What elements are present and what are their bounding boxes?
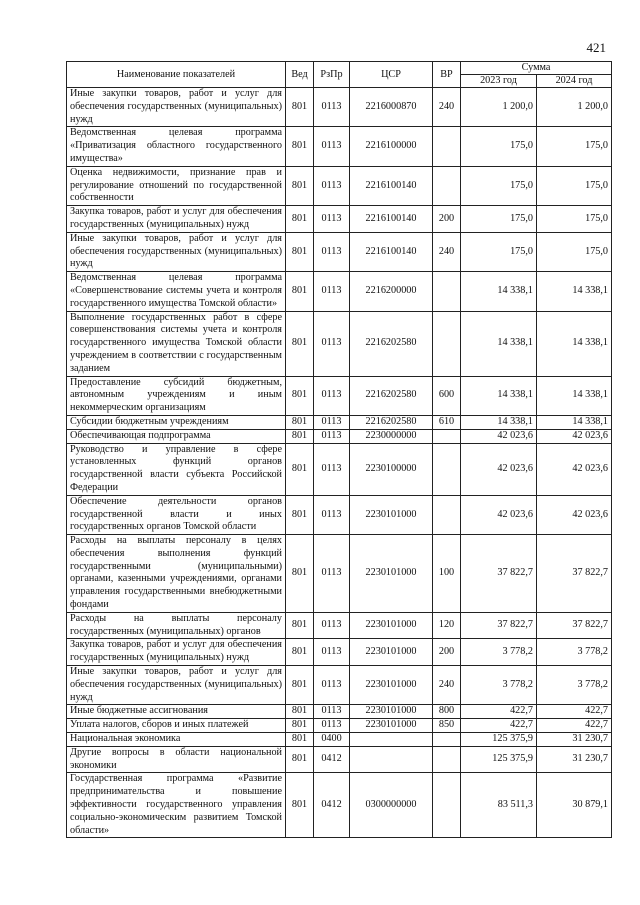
cell-vr: 200 — [433, 206, 461, 233]
cell-y2023: 422,7 — [461, 705, 537, 719]
cell-rzpr: 0113 — [314, 495, 350, 534]
cell-name: Расходы на выплаты персоналу государственных (муниципальных) органов — [67, 612, 286, 639]
table-row — [67, 232, 612, 271]
cell-y2024: 3 778,2 — [537, 666, 612, 705]
cell-y2024: 175,0 — [537, 206, 612, 233]
cell-ved: 801 — [286, 719, 314, 733]
cell-y2023: 42 023,6 — [461, 429, 537, 443]
table-row — [67, 535, 612, 613]
cell-csr: 2230100000 — [350, 443, 433, 495]
cell-ved: 801 — [286, 206, 314, 233]
cell-ved: 801 — [286, 495, 314, 534]
cell-vr: 800 — [433, 705, 461, 719]
cell-name: Иные закупки товаров, работ и услуг для обеспечения государственных (муниципальных) нужд — [67, 666, 286, 705]
table-row — [67, 443, 612, 495]
table-row — [67, 495, 612, 534]
cell-y2024: 3 778,2 — [537, 639, 612, 666]
cell-rzpr: 0400 — [314, 733, 350, 747]
cell-csr: 2230101000 — [350, 666, 433, 705]
cell-csr — [350, 733, 433, 747]
cell-ved: 801 — [286, 443, 314, 495]
cell-rzpr: 0113 — [314, 705, 350, 719]
cell-y2023: 14 338,1 — [461, 376, 537, 415]
table-row — [67, 88, 612, 127]
cell-name: Расходы на выплаты персоналу в целях обеспечения выполнения функций государственными (муниципальными) органами, казенными учреждениями, органами управления государственными внебюджетными фондами — [67, 535, 286, 613]
cell-csr: 2216202580 — [350, 311, 433, 376]
cell-y2024: 30 879,1 — [537, 773, 612, 838]
cell-name: Обеспечивающая подпрограмма — [67, 429, 286, 443]
cell-y2023: 37 822,7 — [461, 535, 537, 613]
cell-rzpr: 0113 — [314, 272, 350, 311]
cell-csr: 0300000000 — [350, 773, 433, 838]
cell-vr: 100 — [433, 535, 461, 613]
budget-table — [66, 61, 612, 838]
header-rzpr: РзПр — [314, 62, 350, 88]
cell-name: Другие вопросы в области национальной экономики — [67, 746, 286, 773]
cell-vr — [433, 495, 461, 534]
cell-name: Субсидии бюджетным учреждениям — [67, 415, 286, 429]
cell-name: Закупка товаров, работ и услуг для обеспечения государственных (муниципальных) нужд — [67, 639, 286, 666]
cell-vr — [433, 733, 461, 747]
cell-ved: 801 — [286, 415, 314, 429]
cell-rzpr: 0113 — [314, 612, 350, 639]
cell-y2024: 37 822,7 — [537, 535, 612, 613]
header-year-2024: 2024 год — [537, 75, 612, 88]
cell-rzpr: 0113 — [314, 232, 350, 271]
table-header — [67, 62, 612, 88]
table-row — [67, 311, 612, 376]
table-row — [67, 376, 612, 415]
cell-csr: 2230101000 — [350, 719, 433, 733]
cell-ved: 801 — [286, 535, 314, 613]
cell-vr: 600 — [433, 376, 461, 415]
cell-y2024: 14 338,1 — [537, 311, 612, 376]
cell-csr: 2216100140 — [350, 166, 433, 205]
header-sum: Сумма — [461, 62, 612, 75]
header-name: Наименование показателей — [67, 62, 286, 88]
cell-rzpr: 0113 — [314, 376, 350, 415]
table-row — [67, 429, 612, 443]
cell-y2023: 14 338,1 — [461, 311, 537, 376]
cell-y2023: 37 822,7 — [461, 612, 537, 639]
cell-csr — [350, 746, 433, 773]
cell-y2023: 175,0 — [461, 127, 537, 166]
header-year-2023: 2023 год — [461, 75, 537, 88]
cell-csr: 2216100140 — [350, 232, 433, 271]
cell-csr: 2216202580 — [350, 415, 433, 429]
cell-y2024: 37 822,7 — [537, 612, 612, 639]
cell-y2024: 175,0 — [537, 127, 612, 166]
cell-csr: 2216100140 — [350, 206, 433, 233]
cell-csr: 2230101000 — [350, 612, 433, 639]
cell-vr — [433, 127, 461, 166]
cell-rzpr: 0113 — [314, 443, 350, 495]
cell-y2024: 14 338,1 — [537, 415, 612, 429]
cell-y2023: 175,0 — [461, 232, 537, 271]
cell-vr: 240 — [433, 666, 461, 705]
cell-rzpr: 0113 — [314, 639, 350, 666]
cell-y2024: 31 230,7 — [537, 733, 612, 747]
table-row — [67, 719, 612, 733]
cell-ved: 801 — [286, 232, 314, 271]
cell-vr — [433, 429, 461, 443]
cell-rzpr: 0113 — [314, 415, 350, 429]
cell-vr: 240 — [433, 88, 461, 127]
cell-ved: 801 — [286, 705, 314, 719]
cell-csr: 2216202580 — [350, 376, 433, 415]
cell-rzpr: 0113 — [314, 166, 350, 205]
cell-vr — [433, 272, 461, 311]
cell-y2024: 14 338,1 — [537, 376, 612, 415]
cell-csr: 2216200000 — [350, 272, 433, 311]
table-row — [67, 206, 612, 233]
cell-ved: 801 — [286, 311, 314, 376]
cell-name: Оценка недвижимости, признание прав и регулирование отношений по государственной собственности — [67, 166, 286, 205]
cell-name: Обеспечение деятельности органов государственной власти и иных государственных органов Томской области — [67, 495, 286, 534]
cell-y2023: 125 375,9 — [461, 733, 537, 747]
cell-y2024: 42 023,6 — [537, 495, 612, 534]
cell-vr — [433, 746, 461, 773]
cell-csr: 2230101000 — [350, 705, 433, 719]
cell-y2023: 175,0 — [461, 166, 537, 205]
cell-ved: 801 — [286, 429, 314, 443]
cell-y2024: 422,7 — [537, 705, 612, 719]
cell-ved: 801 — [286, 733, 314, 747]
cell-y2023: 1 200,0 — [461, 88, 537, 127]
table-row — [67, 746, 612, 773]
cell-csr: 2230101000 — [350, 535, 433, 613]
cell-y2023: 42 023,6 — [461, 495, 537, 534]
header-vr: ВР — [433, 62, 461, 88]
cell-vr — [433, 773, 461, 838]
cell-name: Государственная программа «Развитие предпринимательства и повышение эффективности государственного управления социально-экономическим развитием Томской области» — [67, 773, 286, 838]
cell-name: Иные бюджетные ассигнования — [67, 705, 286, 719]
cell-vr — [433, 443, 461, 495]
cell-rzpr: 0113 — [314, 719, 350, 733]
cell-y2023: 14 338,1 — [461, 415, 537, 429]
table-row — [67, 612, 612, 639]
header-ved: Вед — [286, 62, 314, 88]
cell-ved: 801 — [286, 612, 314, 639]
cell-ved: 801 — [286, 272, 314, 311]
cell-y2023: 42 023,6 — [461, 443, 537, 495]
cell-ved: 801 — [286, 746, 314, 773]
cell-vr: 200 — [433, 639, 461, 666]
cell-name: Ведомственная целевая программа «Приватизация областного государственного имущества» — [67, 127, 286, 166]
table-row — [67, 705, 612, 719]
cell-name: Закупка товаров, работ и услуг для обеспечения государственных (муниципальных) нужд — [67, 206, 286, 233]
cell-rzpr: 0113 — [314, 666, 350, 705]
table-row — [67, 733, 612, 747]
table-row — [67, 166, 612, 205]
cell-ved: 801 — [286, 166, 314, 205]
table-row — [67, 272, 612, 311]
cell-name: Национальная экономика — [67, 733, 286, 747]
cell-ved: 801 — [286, 127, 314, 166]
table-row — [67, 639, 612, 666]
cell-name: Предоставление субсидий бюджетным, автономным учреждениям и иным некоммерческим организациям — [67, 376, 286, 415]
cell-y2023: 14 338,1 — [461, 272, 537, 311]
cell-y2023: 422,7 — [461, 719, 537, 733]
cell-y2024: 175,0 — [537, 232, 612, 271]
cell-y2024: 42 023,6 — [537, 429, 612, 443]
cell-ved: 801 — [286, 376, 314, 415]
cell-y2024: 42 023,6 — [537, 443, 612, 495]
table-row — [67, 773, 612, 838]
cell-csr: 2230101000 — [350, 639, 433, 666]
cell-name: Выполнение государственных работ в сфере совершенствования системы учета и контроля государственного имущества Томской области учреждением в соответствии с государственным заданием — [67, 311, 286, 376]
cell-csr: 2216000870 — [350, 88, 433, 127]
cell-vr: 850 — [433, 719, 461, 733]
cell-csr: 2216100000 — [350, 127, 433, 166]
cell-rzpr: 0412 — [314, 773, 350, 838]
cell-rzpr: 0113 — [314, 429, 350, 443]
cell-y2023: 175,0 — [461, 206, 537, 233]
cell-name: Уплата налогов, сборов и иных платежей — [67, 719, 286, 733]
cell-csr: 2230000000 — [350, 429, 433, 443]
cell-y2024: 14 338,1 — [537, 272, 612, 311]
cell-y2023: 3 778,2 — [461, 666, 537, 705]
cell-vr — [433, 166, 461, 205]
cell-y2024: 422,7 — [537, 719, 612, 733]
cell-ved: 801 — [286, 666, 314, 705]
cell-y2023: 125 375,9 — [461, 746, 537, 773]
cell-name: Руководство и управление в сфере установленных функций органов государственной власти субъекта Российской Федерации — [67, 443, 286, 495]
cell-rzpr: 0113 — [314, 127, 350, 166]
cell-y2024: 175,0 — [537, 166, 612, 205]
page-number: 421 — [586, 40, 606, 55]
cell-y2024: 1 200,0 — [537, 88, 612, 127]
table-row — [67, 415, 612, 429]
cell-rzpr: 0113 — [314, 206, 350, 233]
cell-csr: 2230101000 — [350, 495, 433, 534]
cell-ved: 801 — [286, 639, 314, 666]
cell-name: Ведомственная целевая программа «Совершенствование системы учета и контроля государственного имущества Томской области» — [67, 272, 286, 311]
cell-ved: 801 — [286, 88, 314, 127]
cell-vr — [433, 311, 461, 376]
cell-rzpr: 0113 — [314, 311, 350, 376]
cell-name: Иные закупки товаров, работ и услуг для обеспечения государственных (муниципальных) нужд — [67, 88, 286, 127]
table-row — [67, 666, 612, 705]
cell-rzpr: 0113 — [314, 535, 350, 613]
cell-rzpr: 0412 — [314, 746, 350, 773]
header-csr: ЦСР — [350, 62, 433, 88]
cell-vr: 240 — [433, 232, 461, 271]
cell-y2023: 3 778,2 — [461, 639, 537, 666]
table-body — [67, 88, 612, 838]
cell-name: Иные закупки товаров, работ и услуг для обеспечения государственных (муниципальных) нужд — [67, 232, 286, 271]
cell-rzpr: 0113 — [314, 88, 350, 127]
cell-y2023: 83 511,3 — [461, 773, 537, 838]
cell-vr: 610 — [433, 415, 461, 429]
table-row — [67, 127, 612, 166]
cell-ved: 801 — [286, 773, 314, 838]
cell-vr: 120 — [433, 612, 461, 639]
cell-y2024: 31 230,7 — [537, 746, 612, 773]
